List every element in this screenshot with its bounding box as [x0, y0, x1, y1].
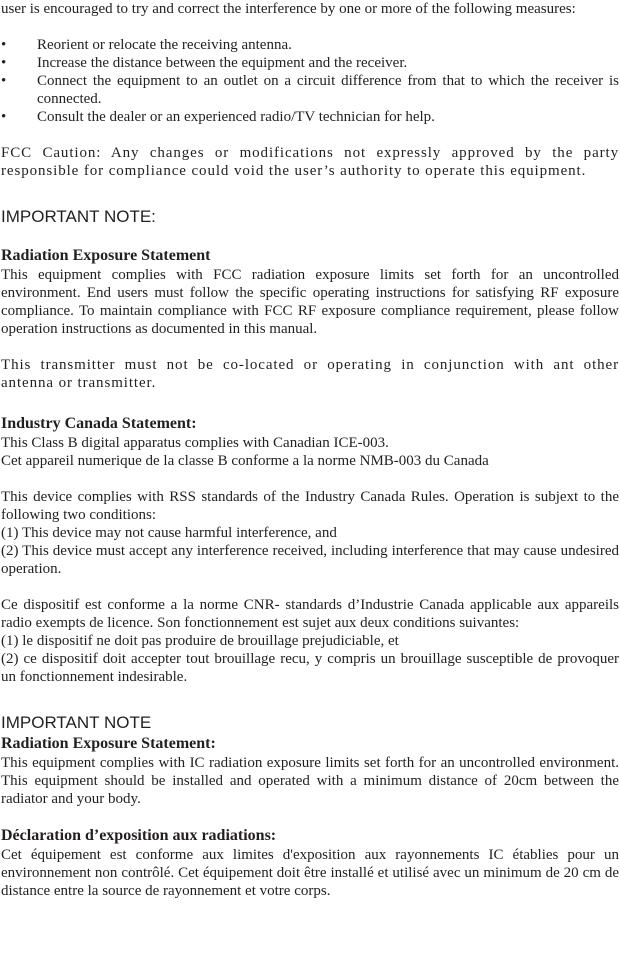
fcc-caution: FCC Caution: Any changes or modifications not expressly approved by the party responsible for compliance could void the user’s authority to operate this equipment. [1, 145, 619, 179]
list-item: • Reorient or relocate the receiving antenna. [1, 37, 292, 53]
cnr-condition-2: (2) ce dispositif doit accepter tout brouillage recu, y compris un brouillage susceptible de provoquer un fonctionnement indesirable. [1, 651, 619, 685]
rss-condition-2: (2) This device must accept any interference received, including interference that may cause undesired operation. [1, 543, 619, 577]
rss-condition-1: (1) This device may not cause harmful interference, and [1, 525, 337, 541]
declaration-exposition-heading: Déclaration d’exposition aux radiations: [1, 827, 277, 844]
radiation-exposure-body: This equipment complies with FCC radiation exposure limits set forth for an uncontrolled environment. End users must follow the specific operating instructions for satisfying RF exposure compliance. To maintain compliance with FCC RF exposure compliance requirement, please follow operation instructions as documented in this manual. [1, 267, 619, 337]
bullet-icon: • [1, 73, 7, 89]
colocation-statement: This transmitter must not be co-located or operating in conjunction with ant other antenna or transmitter. [1, 357, 619, 391]
important-note-title: IMPORTANT NOTE: [1, 207, 156, 226]
bullet-icon: • [1, 37, 7, 53]
list-item: • Connect the equipment to an outlet on a circuit difference from that to which the receiver is connected. [1, 73, 619, 107]
cnr-compliance-intro: Ce dispositif est conforme a la norme CNR- standards d’Industrie Canada applicable aux appareils radio exempts de licence. Son fonctionnement est sujet aux deux conditions suivantes: [1, 597, 619, 631]
bullet-icon: • [1, 55, 7, 71]
industry-canada-line-1: This Class B digital apparatus complies with Canadian ICE-003. [1, 435, 389, 451]
radiation-exposure-heading: Radiation Exposure Statement [1, 247, 211, 264]
list-item: • Increase the distance between the equipment and the receiver. [1, 55, 408, 71]
industry-canada-heading: Industry Canada Statement: [1, 415, 197, 432]
bullet-icon: • [1, 109, 7, 125]
ic-radiation-exposure-heading: Radiation Exposure Statement: [1, 735, 216, 752]
important-note-title-2: IMPORTANT NOTE [1, 713, 152, 732]
list-item: • Consult the dealer or an experienced radio/TV technician for help. [1, 109, 435, 125]
industry-canada-line-2: Cet appareil numerique de la classe B conforme a la norme NMB-003 du Canada [1, 453, 489, 469]
declaration-exposition-body: Cet équipement est conforme aux limites d'exposition aux rayonnements IC établies pour un environnement non contrôlé. Cet équipement doit être installé et utilisé avec un minimum de 20 cm de distance entre la source de rayonnement et votre corps. [1, 847, 619, 899]
fcc-intro: user is encouraged to try and correct the interference by one or more of the following measures: [1, 1, 576, 17]
rss-compliance-intro: This device complies with RSS standards of the Industry Canada Rules. Operation is subjext to the following two conditions: [1, 489, 619, 523]
cnr-condition-1: (1) le dispositif ne doit pas produire de brouillage prejudiciable, et [1, 633, 399, 649]
ic-radiation-exposure-body: This equipment complies with IC radiation exposure limits set forth for an uncontrolled environment. This equipment should be installed and operated with a minimum distance of 20cm between the radiator and your body. [1, 755, 619, 807]
fcc-measures-list [1, 36, 619, 126]
